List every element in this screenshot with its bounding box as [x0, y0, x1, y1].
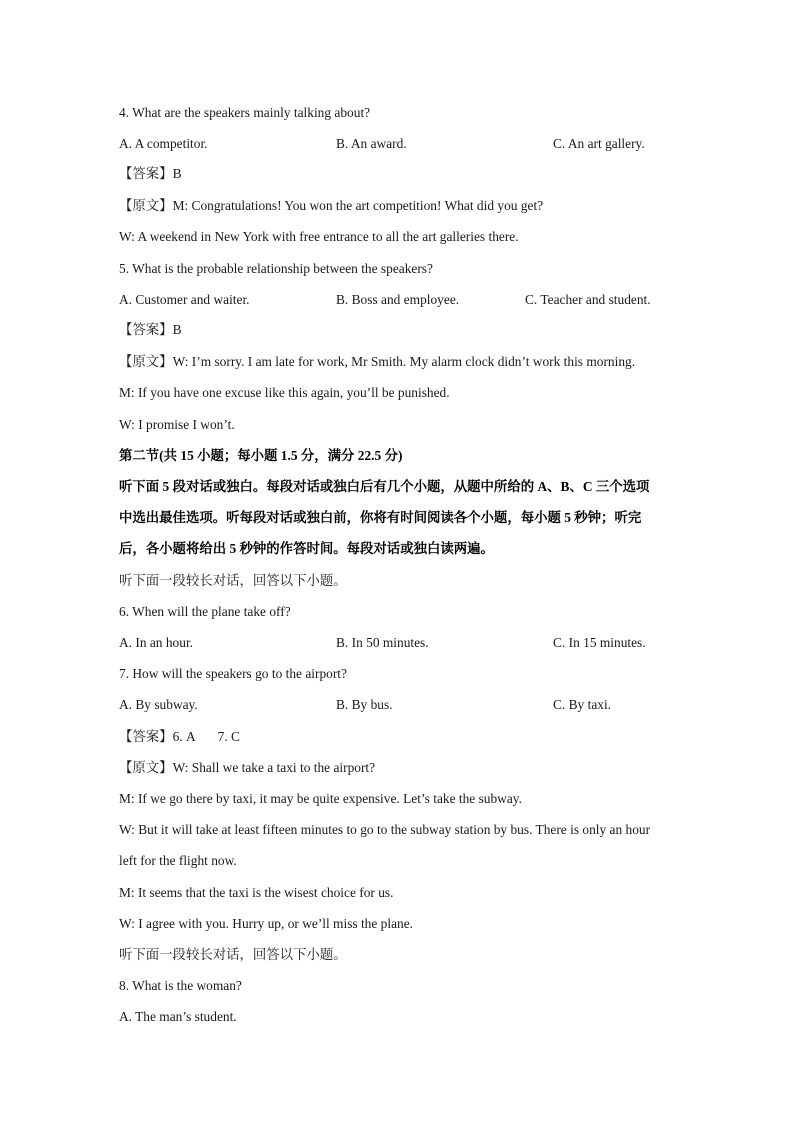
answer-label: 【答案】	[119, 729, 173, 744]
answer-4	[119, 165, 679, 183]
option-b: B. Boss and employee.	[336, 292, 460, 307]
dialogue-intro-2: 听下面一段较长对话，回答以下小题。	[119, 947, 347, 962]
option-a: A. A competitor.	[119, 136, 208, 151]
transcript-text: M: Congratulations! You won the art competition! What did you get?	[172, 198, 544, 213]
question-5: 5. What is the probable relationship between the speakers?	[119, 261, 433, 276]
transcript-label: 【原文】	[119, 198, 173, 213]
transcript-67-line-5: M: It seems that the taxi is the wisest choice for us.	[119, 885, 394, 900]
option-b: B. An award.	[336, 136, 407, 151]
answer-5	[119, 321, 679, 339]
section-heading: 第二节(共 15 小题；每小题 1.5 分，满分 22.5 分)	[119, 448, 403, 463]
transcript-4-line-2: W: A weekend in New York with free entrance to all the art galleries there.	[119, 229, 519, 244]
option-a: A. By subway.	[119, 697, 198, 712]
answer-value: B	[172, 166, 182, 181]
transcript-67-line-4: left for the flight now.	[119, 853, 237, 868]
option-c: C. In 15 minutes.	[553, 635, 646, 650]
answer-label: 【答案】	[119, 322, 173, 337]
answer-6-7	[119, 728, 679, 746]
transcript-text: W: I’m sorry. I am late for work, Mr Smith. My alarm clock didn’t work this morning.	[172, 354, 636, 369]
transcript-label: 【原文】	[119, 354, 173, 369]
option-a: A. The man’s student.	[119, 1009, 237, 1024]
transcript-text: W: Shall we take a taxi to the airport?	[172, 760, 376, 775]
transcript-67-line-6: W: I agree with you. Hurry up, or we’ll miss the plane.	[119, 916, 414, 931]
question-4: 4. What are the speakers mainly talking about?	[119, 105, 371, 120]
option-a: A. In an hour.	[119, 635, 194, 650]
option-a: A. Customer and waiter.	[119, 292, 250, 307]
option-c: C. An art gallery.	[553, 136, 645, 151]
option-b: B. By bus.	[336, 697, 393, 712]
question-8: 8. What is the woman?	[119, 978, 242, 993]
answer-label: 【答案】	[119, 166, 173, 181]
instructions-line-3: 后，各小题将给出 5 秒钟的作答时间。每段对话或独白读两遍。	[119, 541, 494, 556]
transcript-67-line-1	[119, 759, 679, 777]
answer-6-value: 6. A	[172, 729, 196, 744]
answer-value: B	[172, 322, 182, 337]
question-7: 7. How will the speakers go to the airport?	[119, 666, 347, 681]
option-b: B. In 50 minutes.	[336, 635, 429, 650]
transcript-label: 【原文】	[119, 760, 173, 775]
answer-7-value: 7. C	[217, 729, 240, 744]
transcript-5-line-3: W: I promise I won’t.	[119, 417, 235, 432]
transcript-5-line-2: M: If you have one excuse like this again, you’ll be punished.	[119, 385, 450, 400]
transcript-67-line-3: W: But it will take at least fifteen minutes to go to the subway station by bus. There is only an hour	[119, 822, 651, 837]
question-6: 6. When will the plane take off?	[119, 604, 291, 619]
option-c: C. By taxi.	[553, 697, 612, 712]
option-c: C. Teacher and student.	[525, 292, 651, 307]
transcript-4-line-1	[119, 197, 679, 215]
dialogue-intro: 听下面一段较长对话，回答以下小题。	[119, 573, 347, 588]
instructions-line-1: 听下面 5 段对话或独白。每段对话或独白后有几个小题，从题中所给的 A、B、C 三个选项	[119, 479, 650, 494]
transcript-67-line-2: M: If we go there by taxi, it may be quite expensive. Let’s take the subway.	[119, 791, 522, 806]
transcript-5-line-1	[119, 353, 679, 371]
instructions-line-2: 中选出最佳选项。听每段对话或独白前，你将有时间阅读各个小题，每小题 5 秒钟；听完	[119, 510, 642, 525]
